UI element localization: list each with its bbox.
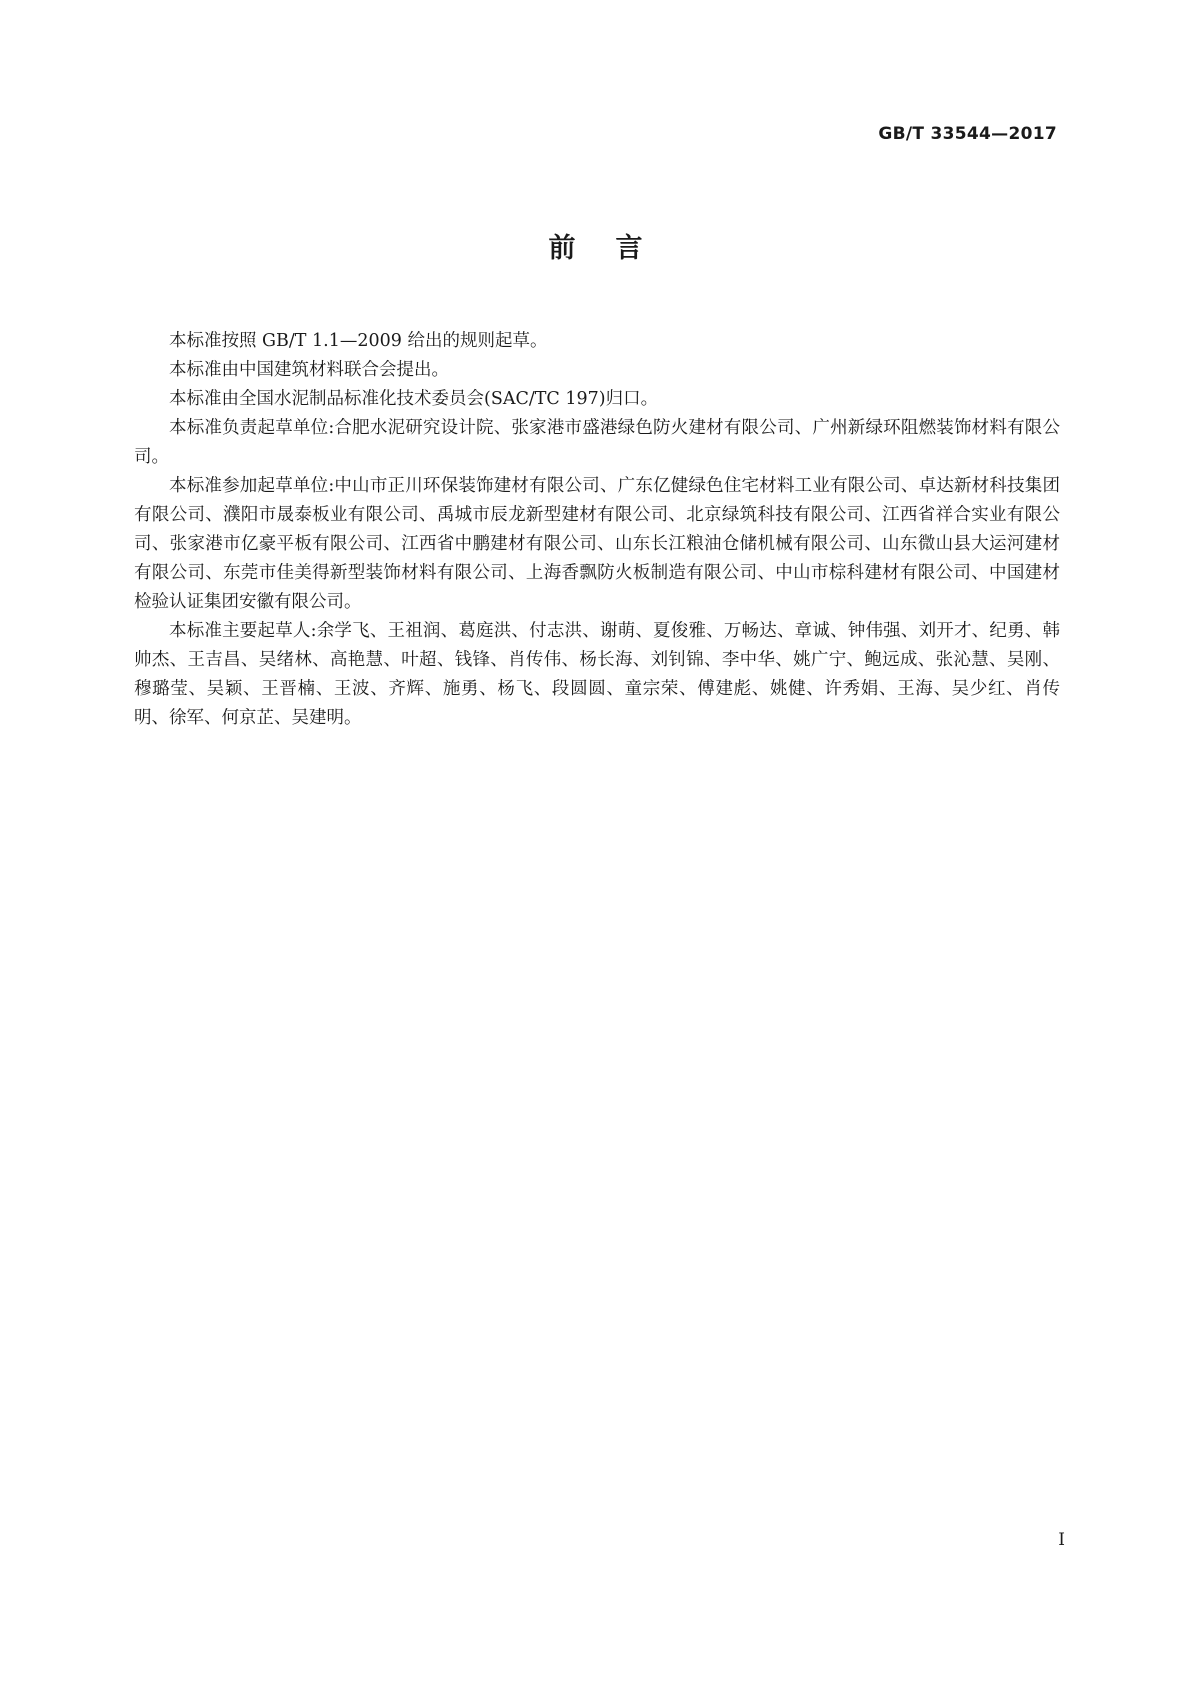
paragraph-responsible-drafters: 本标准负责起草单位:合肥水泥研究设计院、张家港市盛港绿色防火建材有限公司、广州新绿环阻燃装饰材料有限公司。 xyxy=(134,418,1060,467)
foreword-body xyxy=(134,327,1060,733)
paragraph-proposer: 本标准由中国建筑材料联合会提出。 xyxy=(169,360,449,380)
standard-code: GB/T 33544—2017 xyxy=(878,124,1057,144)
paragraph-participating-drafters: 本标准参加起草单位:中山市正川环保装饰建材有限公司、广东亿健绿色住宅材料工业有限公司、卓达新材科技集团有限公司、濮阳市晟泰板业有限公司、禹城市辰龙新型建材有限公司、北京绿筑科技有限公司、江西省祥合实业有限公司、张家港市亿豪平板有限公司、江西省中鹏建材有限公司、山东长江粮油仓储机械有限公司、山东微山县大运河建材有限公司、东莞市佳美得新型装饰材料有限公司、上海香飘防火板制造有限公司、中山市棕科建材有限公司、中国建材检验认证集团安徽有限公司。 xyxy=(134,476,1060,612)
page-number: I xyxy=(1058,1530,1065,1550)
page-title: 前言 xyxy=(548,233,683,264)
paragraph-committee: 本标准由全国水泥制品标准化技术委员会(SAC/TC 197)归口。 xyxy=(169,389,659,409)
paragraph-drafting-rules: 本标准按照 GB/T 1.1—2009 给出的规则起草。 xyxy=(169,331,548,351)
paragraph-main-drafters: 本标准主要起草人:余学飞、王祖润、葛庭洪、付志洪、谢萌、夏俊雅、万畅达、章诚、钟伟强、刘开才、纪勇、韩帅杰、王吉昌、吴绪林、高艳慧、叶超、钱锋、肖传伟、杨长海、刘钊锦、李中华、姚广宁、鲍远成、张沁慧、吴刚、穆璐莹、吴颖、王晋楠、王波、齐辉、施勇、杨飞、段圆圆、童宗荣、傅建彪、姚健、许秀娟、王海、吴少红、肖传明、徐军、何京芷、吴建明。 xyxy=(134,621,1060,728)
